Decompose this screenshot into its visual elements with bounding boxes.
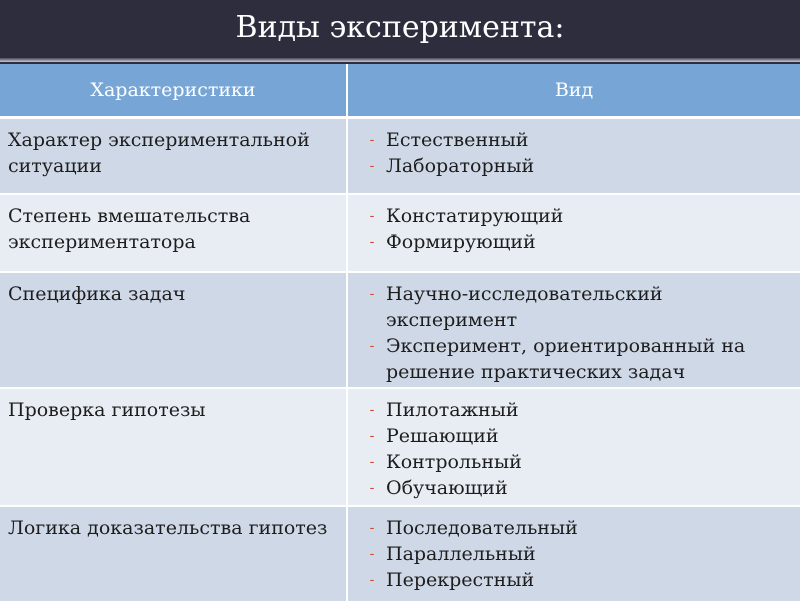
types-cell xyxy=(347,272,800,388)
slide-title: Виды эксперимента: xyxy=(235,10,565,45)
list-item: - Эксперимент, ориентированный на решение практических задач xyxy=(362,333,790,385)
list-item: - Параллельный xyxy=(362,541,790,567)
bullet-dash: - xyxy=(369,207,375,224)
types-cell xyxy=(347,506,800,602)
types-list xyxy=(362,203,790,255)
header-type: Вид xyxy=(347,64,800,118)
list-item: - Обучающий xyxy=(362,475,790,501)
types-list xyxy=(362,515,790,593)
table-header-row xyxy=(0,64,800,118)
types-cell xyxy=(347,388,800,506)
table-row xyxy=(0,118,800,194)
list-item: - Контрольный xyxy=(362,449,790,475)
list-item: - Лабораторный xyxy=(362,153,790,179)
list-item: - Научно-исследовательский эксперимент xyxy=(362,281,790,333)
characteristic-cell: Характер экспериментальной ситуации xyxy=(0,118,347,194)
list-item: - Пилотажный xyxy=(362,397,790,423)
bullet-dash: - xyxy=(369,453,375,470)
bullet-dash: - xyxy=(369,285,375,302)
list-item: - Естественный xyxy=(362,127,790,153)
list-item: - Формирующий xyxy=(362,229,790,255)
experiment-types-table xyxy=(0,64,800,603)
bullet-dash: - xyxy=(369,158,375,174)
title-divider xyxy=(0,58,800,62)
list-item: - Констатирующий xyxy=(362,203,790,229)
bullet-dash: - xyxy=(369,519,375,536)
list-item: - Перекрестный xyxy=(362,567,790,593)
bullet-dash: - xyxy=(369,427,375,444)
types-list xyxy=(362,281,790,385)
bullet-dash: - xyxy=(369,545,375,562)
table-row xyxy=(0,194,800,272)
characteristic-cell: Специфика задач xyxy=(0,272,347,388)
header-characteristics: Характеристики xyxy=(0,64,347,118)
types-cell xyxy=(347,194,800,272)
table-row xyxy=(0,272,800,388)
characteristic-cell: Логика доказательства гипотез xyxy=(0,506,347,602)
bullet-dash: - xyxy=(369,479,375,496)
types-list xyxy=(362,127,790,179)
bullet-dash: - xyxy=(369,132,375,148)
bullet-dash: - xyxy=(369,233,375,250)
bullet-dash: - xyxy=(369,401,375,418)
types-cell xyxy=(347,118,800,194)
list-item: - Решающий xyxy=(362,423,790,449)
bullet-dash: - xyxy=(369,337,375,354)
bullet-dash: - xyxy=(369,571,375,588)
table-row xyxy=(0,506,800,602)
characteristic-cell: Степень вмешательства экспериментатора xyxy=(0,194,347,272)
types-list xyxy=(362,397,790,501)
list-item: - Последовательный xyxy=(362,515,790,541)
table-row xyxy=(0,388,800,506)
characteristic-cell: Проверка гипотезы xyxy=(0,388,347,506)
